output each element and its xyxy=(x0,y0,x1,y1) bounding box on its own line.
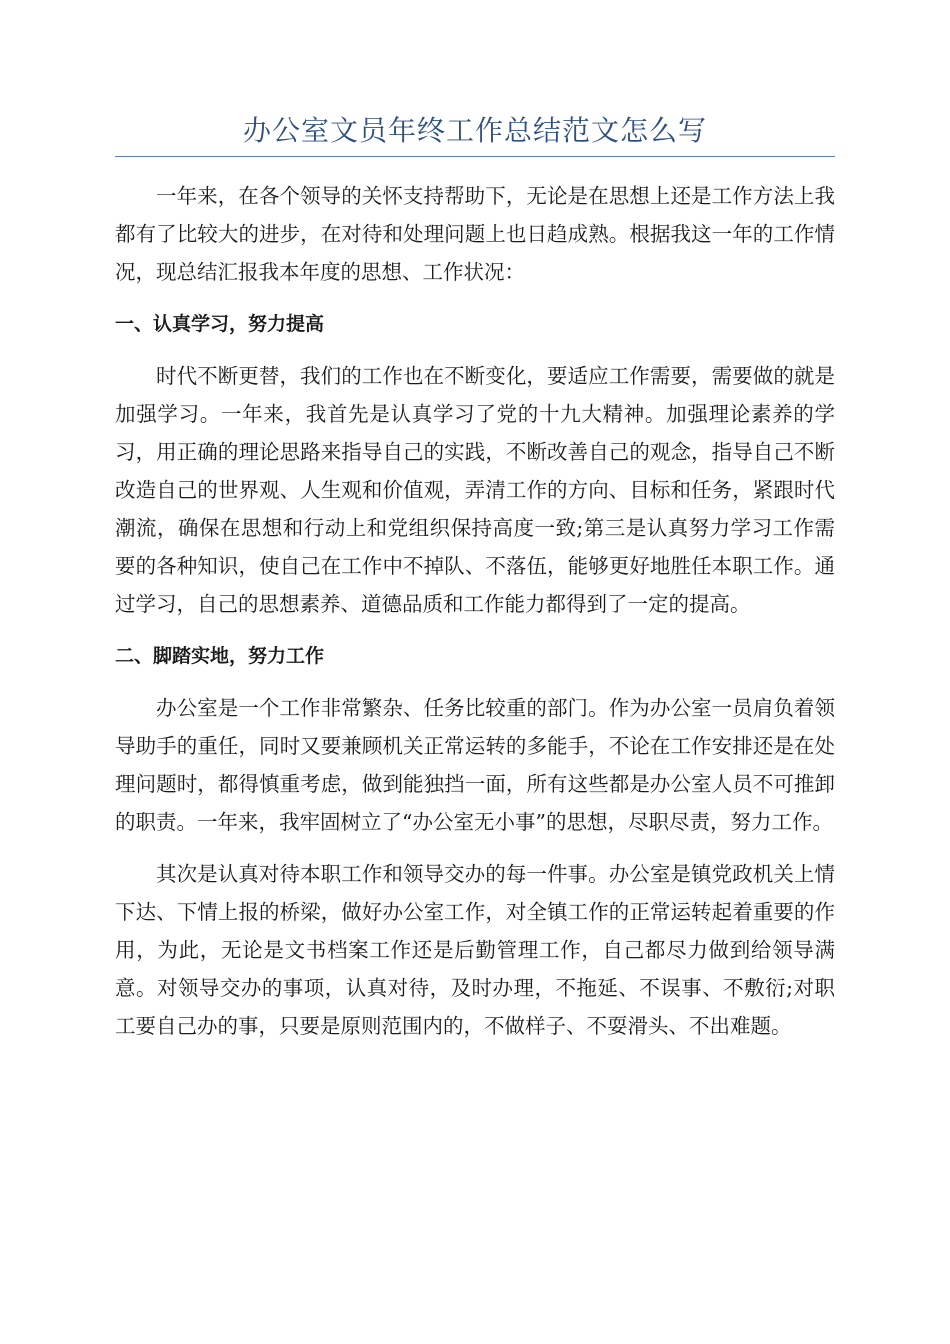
section-2-paragraph-1: 办公室是一个工作非常繁杂、任务比较重的部门。作为办公室一员肩负着领导助手的重任，同时又要兼顾机关正常运转的多能手，不论在工作安排还是在处理问题时，都得慎重考虑，做到能独挡一面，所有这些都是办公室人员不可推卸的职责。一年来，我牢固树立了“办公室无小事”的思想，尽职尽责，努力工作。 xyxy=(115,696,835,834)
section-heading-2: 二、脚踏实地，努力工作 xyxy=(115,645,325,667)
section-2-paragraph-2: 其次是认真对待本职工作和领导交办的每一件事。办公室是镇党政机关上情下达、下情上报的桥梁，做好办公室工作，对全镇工作的正常运转起着重要的作用，为此，无论是文书档案工作还是后勤管理工作，自己都尽力做到给领导满意。对领导交办的事项，认真对待，及时办理，不拖延、不误事、不敷衍;对职工要自己办的事，只要是原则范围内的，不做样子、不耍滑头、不出难题。 xyxy=(115,862,835,1038)
section-1-paragraph-1: 时代不断更替，我们的工作也在不断变化，要适应工作需要，需要做的就是加强学习。一年来，我首先是认真学习了党的十九大精神。加强理论素养的学习，用正确的理论思路来指导自己的实践，不断改善自己的观念，指导自己不断改造自己的世界观、人生观和价值观，弄清工作的方向、目标和任务，紧跟时代潮流，确保在思想和行动上和党组织保持高度一致;第三是认真努力学习工作需要的各种知识，使自己在工作中不掉队、不落伍，能够更好地胜任本职工作。通过学习，自己的思想素养、道德品质和工作能力都得到了一定的提高。 xyxy=(115,364,835,616)
document-title: 办公室文员年终工作总结范文怎么写 xyxy=(242,114,707,147)
section-heading-1: 一、认真学习，努力提高 xyxy=(115,313,325,335)
document-page xyxy=(115,108,835,1045)
intro-paragraph: 一年来，在各个领导的关怀支持帮助下，无论是在思想上还是工作方法上我都有了比较大的进步，在对待和处理问题上也日趋成熟。根据我这一年的工作情况，现总结汇报我本年度的思想、工作状况： xyxy=(115,184,835,284)
title-underline xyxy=(115,156,835,157)
